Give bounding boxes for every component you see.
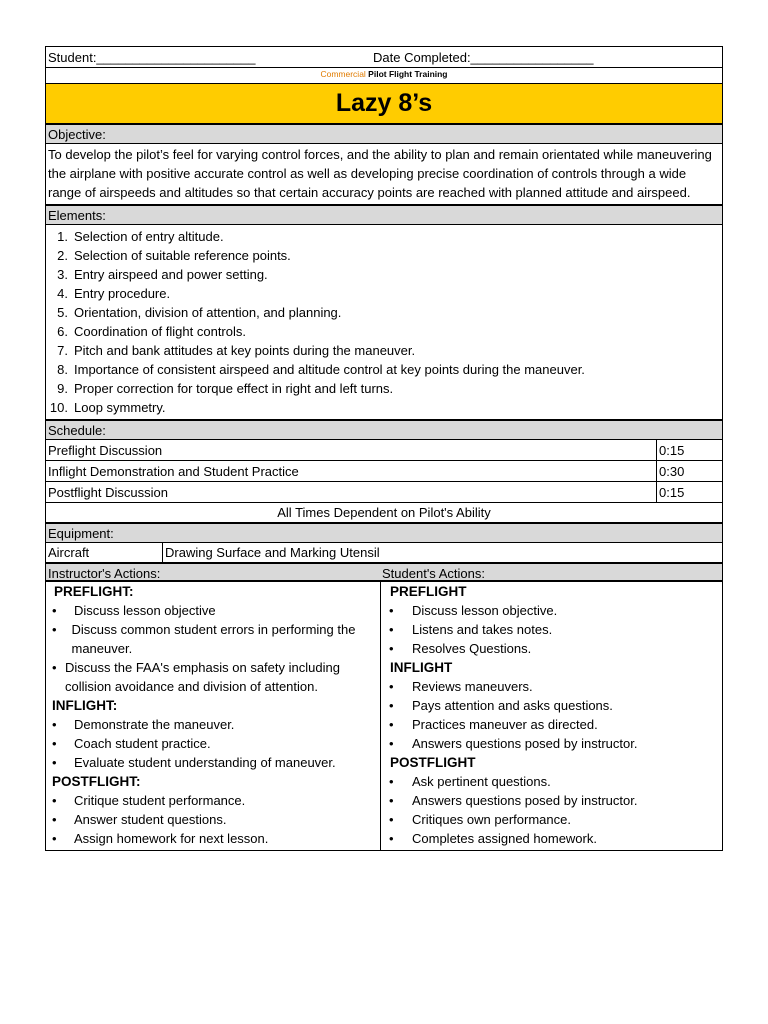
preflight-list — [46, 601, 380, 696]
preflight-label: PREFLIGHT: — [54, 584, 134, 599]
action-text: Critique student performance. — [74, 793, 246, 808]
bullet-icon: • — [389, 812, 394, 827]
postflight-list — [381, 772, 722, 848]
equipment-heading: Equipment: — [46, 522, 722, 542]
inflight-list — [381, 677, 722, 753]
element-text: Proper correction for torque effect in right and left turns. — [74, 381, 394, 396]
action-item — [46, 658, 380, 696]
action-text: Critiques own performance. — [412, 812, 571, 827]
action-item — [381, 601, 722, 620]
element-number: 5. — [57, 305, 68, 320]
inflight-list — [46, 715, 380, 772]
element-number: 1. — [57, 229, 68, 244]
element-item — [46, 246, 722, 265]
equipment-row — [46, 542, 722, 562]
element-number: 3. — [57, 267, 68, 282]
action-item — [381, 791, 722, 810]
element-number: 2. — [57, 248, 68, 263]
schedule-row — [46, 460, 722, 481]
action-item — [46, 734, 380, 753]
inflight-label: INFLIGHT: — [52, 698, 118, 713]
element-number: 7. — [57, 343, 68, 358]
action-text: Completes assigned homework. — [412, 831, 597, 846]
action-text: Coach student practice. — [74, 736, 211, 751]
subtitle-rest: Pilot Flight Training — [365, 69, 448, 79]
action-item — [381, 810, 722, 829]
schedule-activity: Postflight Discussion — [46, 482, 657, 502]
element-item — [46, 303, 722, 322]
element-number: 4. — [57, 286, 68, 301]
element-text: Entry procedure. — [74, 286, 171, 301]
lesson-sheet — [45, 46, 723, 851]
objective-heading: Objective: — [46, 123, 722, 143]
preflight-label: PREFLIGHT — [390, 584, 467, 599]
postflight-label: POSTFLIGHT — [390, 755, 476, 770]
bullet-icon: • — [389, 736, 394, 751]
action-item — [381, 829, 722, 848]
element-text: Loop symmetry. — [74, 400, 166, 415]
bullet-icon: • — [52, 660, 57, 675]
bullet-icon: • — [52, 603, 57, 618]
elements-heading: Elements: — [46, 204, 722, 224]
instructor-actions-heading: Instructor's Actions: — [48, 566, 161, 581]
action-item — [381, 677, 722, 696]
postflight-label: POSTFLIGHT: — [52, 774, 141, 789]
action-text: Answers questions posed by instructor. — [412, 793, 638, 808]
action-item — [46, 753, 380, 772]
action-item — [381, 734, 722, 753]
action-item — [46, 620, 380, 658]
element-item — [46, 227, 722, 246]
student-field[interactable]: Student:______________________ — [48, 49, 256, 65]
bullet-icon: • — [389, 831, 394, 846]
equipment-item: Aircraft — [46, 543, 163, 562]
schedule-time: 0:30 — [659, 463, 685, 479]
bullet-icon: • — [52, 831, 57, 846]
element-item — [46, 379, 722, 398]
action-item — [381, 696, 722, 715]
element-number: 10. — [49, 400, 68, 415]
bullet-icon: • — [389, 641, 394, 656]
element-item — [46, 360, 722, 379]
action-item — [46, 715, 380, 734]
bullet-icon: • — [389, 622, 394, 637]
schedule-row — [46, 481, 722, 502]
student-actions-heading: Student's Actions: — [382, 566, 485, 581]
bullet-icon: • — [52, 812, 57, 827]
header-fields — [46, 47, 722, 67]
schedule-note: All Times Dependent on Pilot's Ability — [46, 502, 722, 522]
action-text: Resolves Questions. — [412, 641, 532, 656]
schedule-row — [46, 439, 722, 460]
action-text: Evaluate student understanding of maneuver. — [74, 755, 336, 770]
schedule-activity: Inflight Demonstration and Student Practice — [46, 461, 657, 481]
action-text: Answers questions posed by instructor. — [412, 736, 638, 751]
element-text: Selection of suitable reference points. — [74, 248, 291, 263]
bullet-icon: • — [389, 774, 394, 789]
element-item — [46, 265, 722, 284]
bullet-icon: • — [389, 679, 394, 694]
bullet-icon: • — [52, 622, 57, 637]
action-text: Listens and takes notes. — [412, 622, 553, 637]
student-actions-column — [381, 582, 722, 850]
schedule-table — [46, 439, 722, 502]
actions-table — [46, 582, 722, 850]
bullet-icon: • — [52, 736, 57, 751]
bullet-icon: • — [389, 603, 394, 618]
element-text: Pitch and bank attitudes at key points during the maneuver. — [74, 343, 416, 358]
equipment-item: Drawing Surface and Marking Utensil — [165, 545, 380, 560]
actions-heading-row — [46, 562, 722, 582]
bullet-icon: • — [389, 793, 394, 808]
action-text: Demonstrate the maneuver. — [74, 717, 235, 732]
element-item — [46, 284, 722, 303]
bullet-icon: • — [52, 793, 57, 808]
element-item — [46, 398, 722, 417]
postflight-list — [46, 791, 380, 848]
action-text: Discuss the FAA's emphasis on safety including collision avoidance and division of attention. — [65, 660, 340, 694]
action-item — [381, 639, 722, 658]
objective-text: To develop the pilot’s feel for varying control forces, and the ability to plan and remain orientated while maneuvering the airplane with positive accurate control as well as developing precise coordination of controls through a wide range of airspeeds and altitudes so that certain accuracy points are reached with planned attitude and airspeed. — [46, 143, 722, 204]
element-text: Selection of entry altitude. — [74, 229, 224, 244]
element-text: Coordination of flight controls. — [74, 324, 246, 339]
bullet-icon: • — [52, 755, 57, 770]
action-item — [46, 810, 380, 829]
action-text: Discuss lesson objective. — [412, 603, 558, 618]
subtitle-accent: Commercial — [320, 69, 366, 79]
action-item — [381, 772, 722, 791]
preflight-list — [381, 601, 722, 658]
instructor-actions-column — [46, 582, 381, 850]
action-item — [46, 829, 380, 848]
element-number: 8. — [57, 362, 68, 377]
elements-list — [46, 224, 722, 419]
action-text: Practices maneuver as directed. — [412, 717, 598, 732]
page-title: Lazy 8’s — [46, 83, 722, 123]
action-text: Discuss lesson objective — [74, 603, 216, 618]
schedule-time: 0:15 — [659, 442, 685, 458]
action-item — [381, 620, 722, 639]
action-text: Pays attention and asks questions. — [412, 698, 613, 713]
element-item — [46, 341, 722, 360]
element-number: 6. — [57, 324, 68, 339]
element-number: 9. — [57, 381, 68, 396]
bullet-icon: • — [389, 717, 394, 732]
action-text: Discuss common student errors in performing the maneuver. — [71, 622, 356, 656]
element-text: Orientation, division of attention, and planning. — [74, 305, 342, 320]
date-completed-field[interactable]: Date Completed:_________________ — [373, 49, 594, 65]
inflight-label: INFLIGHT — [390, 660, 453, 675]
action-item — [46, 601, 380, 620]
bullet-icon: • — [52, 717, 57, 732]
schedule-time: 0:15 — [659, 484, 685, 500]
action-text: Assign homework for next lesson. — [74, 831, 269, 846]
action-text: Answer student questions. — [74, 812, 227, 827]
course-subtitle — [46, 67, 722, 81]
action-text: Reviews maneuvers. — [412, 679, 533, 694]
action-item — [381, 715, 722, 734]
element-text: Entry airspeed and power setting. — [74, 267, 268, 282]
schedule-heading: Schedule: — [46, 419, 722, 439]
element-item — [46, 322, 722, 341]
schedule-activity: Preflight Discussion — [46, 440, 657, 460]
element-text: Importance of consistent airspeed and altitude control at key points during the maneuver. — [74, 362, 585, 377]
action-item — [46, 791, 380, 810]
action-text: Ask pertinent questions. — [412, 774, 551, 789]
bullet-icon: • — [389, 698, 394, 713]
